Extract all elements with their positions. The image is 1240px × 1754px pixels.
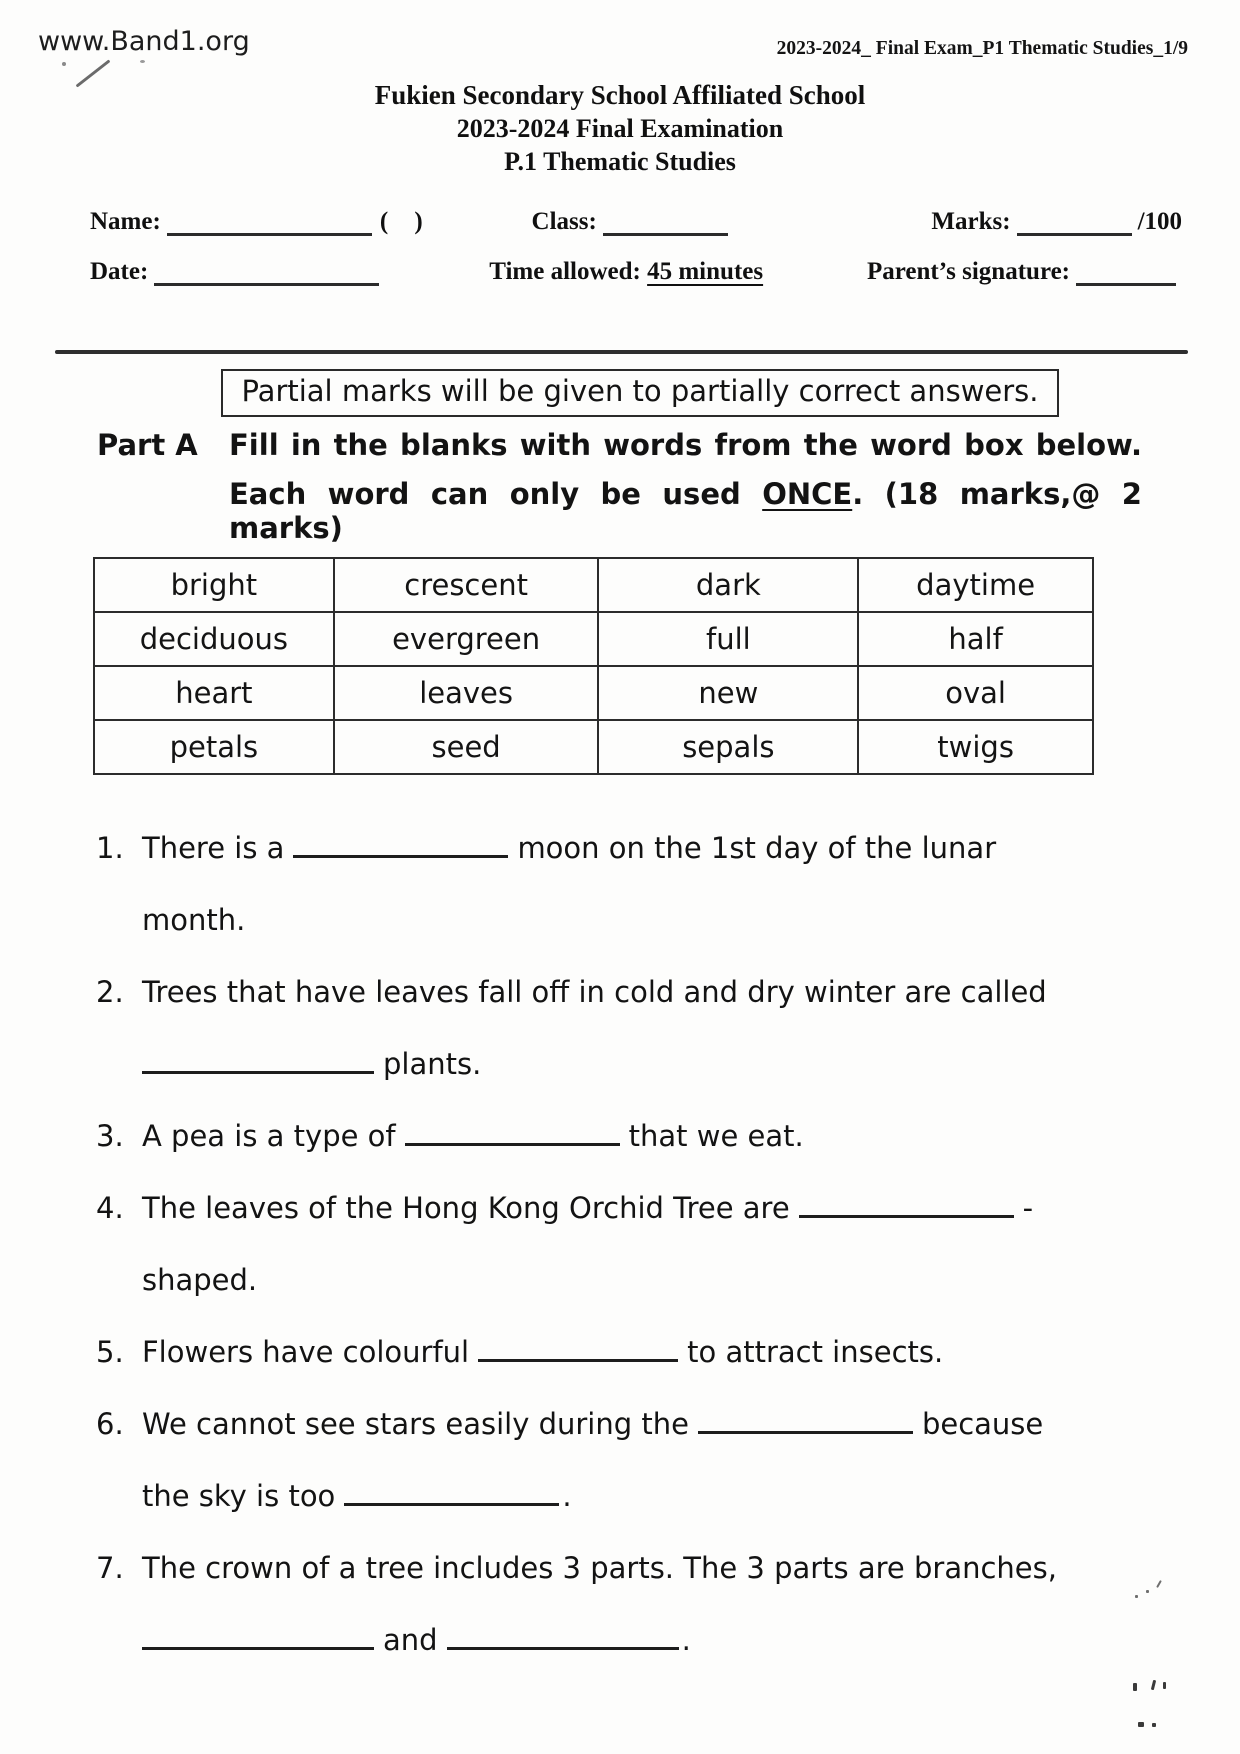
answer-blank xyxy=(447,1620,679,1650)
time-allowed-field xyxy=(489,258,763,286)
watermark: www.Band1.org xyxy=(38,26,250,57)
date-label: Date: xyxy=(90,258,149,285)
word-cell: half xyxy=(858,612,1093,666)
answer-blank xyxy=(698,1404,913,1434)
horizontal-divider xyxy=(55,350,1188,354)
question-number: 1. xyxy=(96,831,124,865)
question-number: 7. xyxy=(96,1551,124,1585)
word-box-table xyxy=(93,557,1094,775)
date-blank xyxy=(154,261,379,286)
part-a-instruction-line1: Fill in the blanks with words from the word box below. xyxy=(229,428,1142,462)
date-field xyxy=(90,258,385,286)
scan-speck xyxy=(1135,1595,1138,1598)
pen-mark xyxy=(62,62,66,66)
word-cell: leaves xyxy=(334,666,599,720)
question-7: 7. The crown of a tree includes 3 parts. The 3 parts are branches, and . xyxy=(96,1532,1185,1676)
question-6: 6. We cannot see stars easily during the because the sky is too . xyxy=(96,1388,1185,1532)
answer-blank xyxy=(799,1188,1014,1218)
parent-signature-label: Parent’s signature: xyxy=(867,258,1071,285)
word-box-row xyxy=(94,612,1093,666)
word-cell: crescent xyxy=(334,558,599,612)
name-label: Name: xyxy=(90,208,161,235)
part-a-instruction-line2: Each word can only be used ONCE. (18 marks,@ 2 marks) xyxy=(229,477,1142,545)
student-info-row-1 xyxy=(90,208,1182,236)
part-a-label: Part A xyxy=(97,428,198,462)
answer-blank xyxy=(344,1476,559,1506)
word-cell: oval xyxy=(858,666,1093,720)
word-cell: seed xyxy=(334,720,599,774)
class-blank xyxy=(603,211,728,236)
word-cell: bright xyxy=(94,558,334,612)
word-cell: new xyxy=(598,666,858,720)
word-box-row xyxy=(94,558,1093,612)
question-list xyxy=(96,812,1185,1676)
answer-blank xyxy=(293,828,508,858)
question-4: 4. The leaves of the Hong Kong Orchid Tree are - shaped. xyxy=(96,1172,1185,1316)
question-number: 5. xyxy=(96,1335,124,1369)
marks-field xyxy=(931,208,1182,236)
word-cell: petals xyxy=(94,720,334,774)
question-number: 3. xyxy=(96,1119,124,1153)
class-field xyxy=(532,208,734,236)
word-cell: evergreen xyxy=(334,612,599,666)
scan-speck xyxy=(1138,1722,1144,1727)
time-allowed-value: 45 minutes xyxy=(647,258,764,285)
answer-blank xyxy=(405,1116,620,1146)
question-number: 6. xyxy=(96,1407,124,1441)
paper-title: P.1 Thematic Studies xyxy=(504,147,736,176)
marks-blank xyxy=(1017,211,1132,236)
marks-label: Marks: xyxy=(931,208,1011,235)
parent-signature-field xyxy=(867,258,1182,286)
answer-blank xyxy=(142,1620,374,1650)
scan-speck xyxy=(1163,1682,1166,1689)
once-emphasis: ONCE xyxy=(762,477,853,511)
partial-marks-notice xyxy=(221,369,1059,417)
word-cell: heart xyxy=(94,666,334,720)
student-info-row-2 xyxy=(90,258,1182,286)
scan-speck xyxy=(1152,1723,1156,1727)
parent-signature-blank xyxy=(1076,261,1176,286)
name-field xyxy=(90,208,433,236)
question-number: 4. xyxy=(96,1191,124,1225)
time-allowed-label: Time allowed: xyxy=(489,258,641,285)
scan-speck xyxy=(1133,1683,1137,1691)
word-cell: twigs xyxy=(858,720,1093,774)
exam-title: 2023-2024 Final Examination xyxy=(456,114,784,143)
word-cell: dark xyxy=(598,558,858,612)
pen-mark xyxy=(140,60,145,63)
word-box-row xyxy=(94,666,1093,720)
page-header-reference: 2023-2024_ Final Exam_P1 Thematic Studies_1/9 xyxy=(776,38,1188,59)
school-name: Fukien Secondary School Affiliated School xyxy=(374,80,866,110)
part-a-heading xyxy=(97,428,1142,545)
notice-text: Partial marks will be given to partially correct answers. xyxy=(241,374,1039,408)
question-1: 1. There is a moon on the 1st day of the lunar month. xyxy=(96,812,1185,956)
marks-total: /100 xyxy=(1137,208,1183,235)
word-cell: full xyxy=(598,612,858,666)
question-2: 2. Trees that have leaves fall off in cold and dry winter are called plants. xyxy=(96,956,1185,1100)
question-3: 3. A pea is a type of that we eat. xyxy=(96,1100,1185,1172)
word-cell: sepals xyxy=(598,720,858,774)
word-cell: deciduous xyxy=(94,612,334,666)
question-5: 5. Flowers have colourful to attract insects. xyxy=(96,1316,1185,1388)
scan-speck xyxy=(1151,1680,1156,1690)
title-block xyxy=(0,80,1240,177)
word-cell: daytime xyxy=(858,558,1093,612)
scan-speck xyxy=(1146,1590,1149,1593)
word-box-row xyxy=(94,720,1093,774)
answer-blank xyxy=(478,1332,678,1362)
class-label: Class: xyxy=(531,208,597,235)
class-number-parentheses: ( ) xyxy=(379,208,433,235)
name-blank xyxy=(167,211,372,236)
question-number: 2. xyxy=(96,975,124,1009)
answer-blank xyxy=(142,1044,374,1074)
